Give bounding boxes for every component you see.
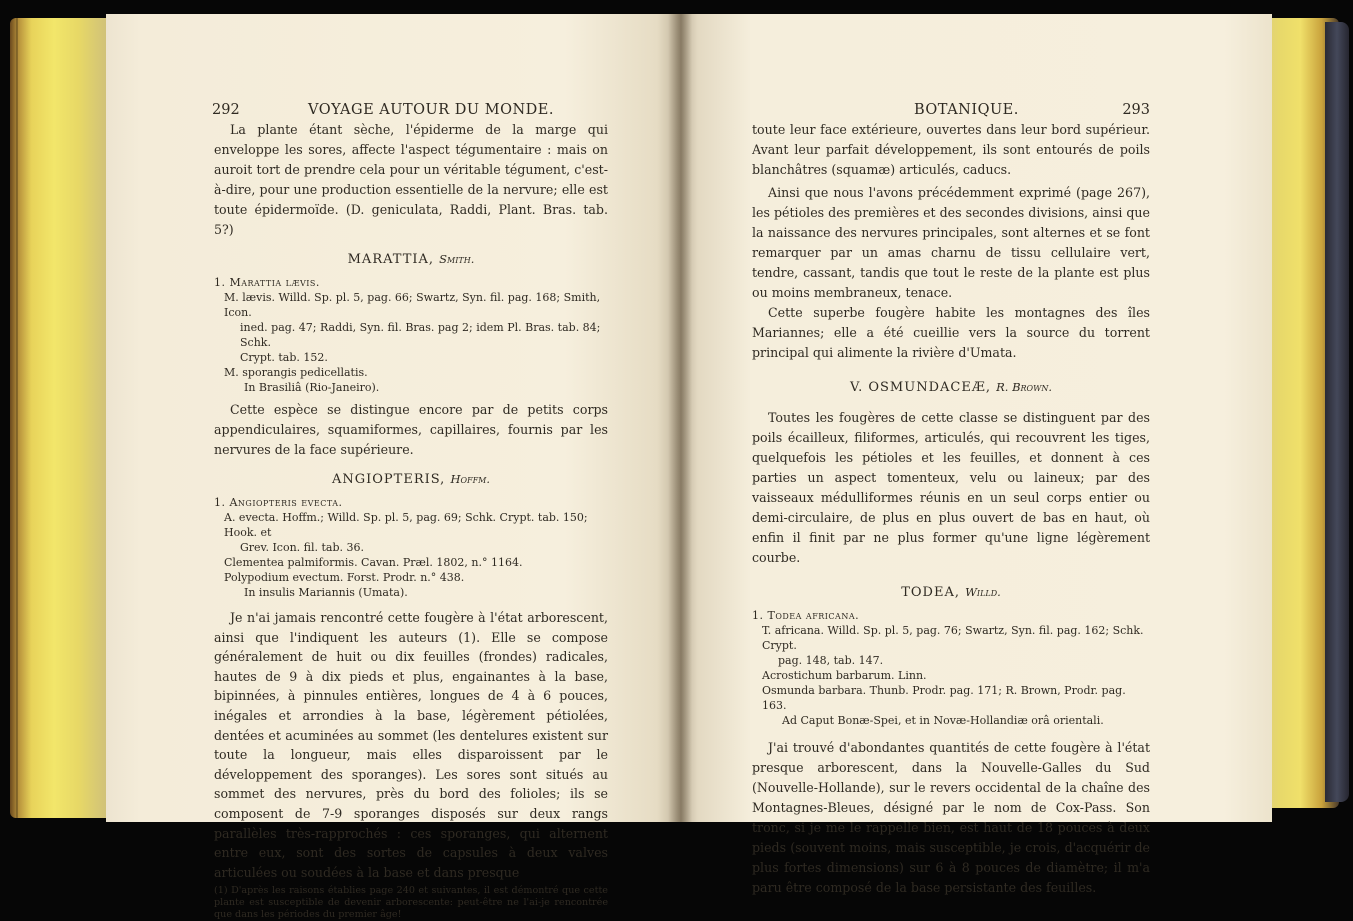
left-running-head [214,100,608,120]
species-entry [752,608,1150,728]
section-author: R. Brown. [996,380,1052,394]
page-number: 292 [212,102,240,118]
section-title: V. OSMUNDACEÆ, [849,380,991,395]
citation-line: Acrostichum barbarum. Linn. [762,669,927,682]
citation-line: T. africana. Willd. Sp. pl. 5, pag. 76; Swartz, Syn. fil. pag. 162; Schk. Crypt. [762,624,1144,652]
locality-line: In Brasiliâ (Rio-Janeiro). [244,381,380,394]
page-number: 293 [1122,102,1150,118]
species-entry [214,275,608,395]
locality-line: In insulis Mariannis (Umata). [244,586,408,599]
citation-line: M. sporangis pedicellatis. [224,366,368,379]
section-author: Willd. [965,585,1001,599]
right-page-content [752,100,1150,898]
left-page [106,14,680,921]
book-gutter [668,14,692,822]
citation-line: Crypt. tab. 152. [240,351,328,364]
paragraph: Ainsi que nous l'avons précédemment exprimé (page 267), les pétioles des premières et des secondes divisions, ainsi que la naissance des nervures principales, sont alternes et se font remarquer par un amas charnu de tissu cellulaire vert, tendre, cassant, tandis que tout le reste de la plante est plus ou moins membraneux, tenace. [752,185,1150,300]
species-entry [214,495,608,600]
right-running-head [752,100,1150,120]
running-title: VOYAGE AUTOUR DU MONDE. [308,102,554,118]
right-page [680,14,1272,895]
section-heading [214,249,608,270]
species-name: 1. Marattia lævis. [214,276,320,289]
citation-line: A. evecta. Hoffm.; Willd. Sp. pl. 5, pag. 69; Schk. Crypt. tab. 150; Hook. et [224,511,588,539]
species-name: 1. Angiopteris evecta. [214,496,343,509]
left-page-content [214,100,608,921]
section-heading [752,582,1150,603]
left-page-edges [10,18,108,818]
citation-line: Polypodium evectum. Forst. Prodr. n.° 438. [224,571,465,584]
section-title: ANGIOPTERIS, [331,472,446,487]
paragraph: La plante étant sèche, l'épiderme de la marge qui enveloppe les sores, affecte l'aspect tégumentaire : mais on auroit tort de prendre cela pour un véritable tégument, c'est-à-dire, pour une production essentielle de la nervure; elle est toute épidermoïde. (D. geniculata, Raddi, Plant. Bras. tab. 5?) [214,122,608,237]
paragraph: Cette superbe fougère habite les montagnes des îles Mariannes; elle a été cueillie vers la source du torrent principal qui alimente la rivière d'Umata. [752,305,1150,360]
locality-line: Ad Caput Bonæ-Spei, et in Novæ-Hollandiæ orâ orientali. [782,714,1104,727]
paragraph: Cette espèce se distingue encore par de petits corps appendiculaires, squamiformes, capillaires, fournis par les nervures de la face supérieure. [214,402,608,457]
paragraph: Toutes les fougères de cette classe se distinguent par des poils écailleux, filiformes, articulés, qui recouvrent les tiges, quelquefois les pétioles et les feuilles, et donnent à ces parties un aspect tomenteux, velu ou laineux; par des vaisseaux médulliformes réunis en un seul corps entier ou demi-circulaire, de plus en plus ouvert de bas en haut, où enfin il finit par ne plus former qu'une ligne légèrement courbe. [752,410,1150,565]
running-title: BOTANIQUE. [914,102,1019,118]
section-title: MARATTIA, [347,252,435,267]
paragraph: toute leur face extérieure, ouvertes dans leur bord supérieur. Avant leur parfait développement, ils sont entourés de poils blanchâtres (squamæ) articulés, caducs. [752,122,1150,177]
citation-line: ined. pag. 47; Raddi, Syn. fil. Bras. pag 2; idem Pl. Bras. tab. 84; Schk. [240,321,601,349]
citation-line: pag. 148, tab. 147. [778,654,884,667]
citation-line: Grev. Icon. fil. tab. 36. [240,541,365,554]
citation-line: Osmunda barbara. Thunb. Prodr. pag. 171; R. Brown, Prodr. pag. 163. [762,684,1126,712]
book-cover-edge [1325,22,1349,802]
section-author: Hoffm. [450,472,491,486]
paragraph: Je n'ai jamais rencontré cette fougère à l'état arborescent, ainsi que l'indiquent les auteurs (1). Elle se compose généralement de huit ou dix feuilles (frondes) radicales, hautes de 9 à dix pieds et plus, engainantes à la base, bipinnées, à pinnules entières, longues de 4 à 6 pouces, inégales et arrondies à la base, légèrement pétiolées, dentées et acuminées au sommet (les dentelures existent sur toute la longueur, mais elles disparoissent par le développement des sporanges). Les sores sont situés au sommet des nervures, près du bord des folioles; ils se composent de 7-9 sporanges disposés sur deux rangs parallèles très-rapprochés : ces sporanges, qui alternent entre eux, sont des sortes de capsules à deux valves articulées ou soudées à la base et dans presque [214,610,608,880]
section-heading [752,377,1150,398]
section-heading [214,469,608,490]
citation-line: M. lævis. Willd. Sp. pl. 5, pag. 66; Swartz, Syn. fil. pag. 168; Smith, Icon. [224,291,601,319]
citation-line: Clementea palmiformis. Cavan. Præl. 1802, n.° 1164. [224,556,523,569]
paragraph: J'ai trouvé d'abondantes quantités de cette fougère à l'état presque arborescent, dans la Nouvelle-Galles du Sud (Nouvelle-Hollande), sur le revers occidental de la chaîne des Montagnes-Bleues, désigné par le nom de Cox-Pass. Son tronc, si je me le rappelle bien, est haut de 18 pouces à deux pieds (souvent moins, mais susceptible, je crois, d'acquérir de plus fortes dimensions) sur 6 à 8 pouces de diamètre; il m'a paru être composé de la base persistante des feuilles. [752,740,1150,895]
footnote: (1) D'après les raisons établies page 240 et suivantes, il est démontré que cette plante est susceptible de devenir arborescente: peut-être ne l'ai-je rencontrée que dans les périodes du premier âge! [214,885,608,921]
section-title: TODEA, [901,585,960,600]
species-name: 1. Todea africana. [752,609,860,622]
section-author: Smith. [439,252,475,266]
